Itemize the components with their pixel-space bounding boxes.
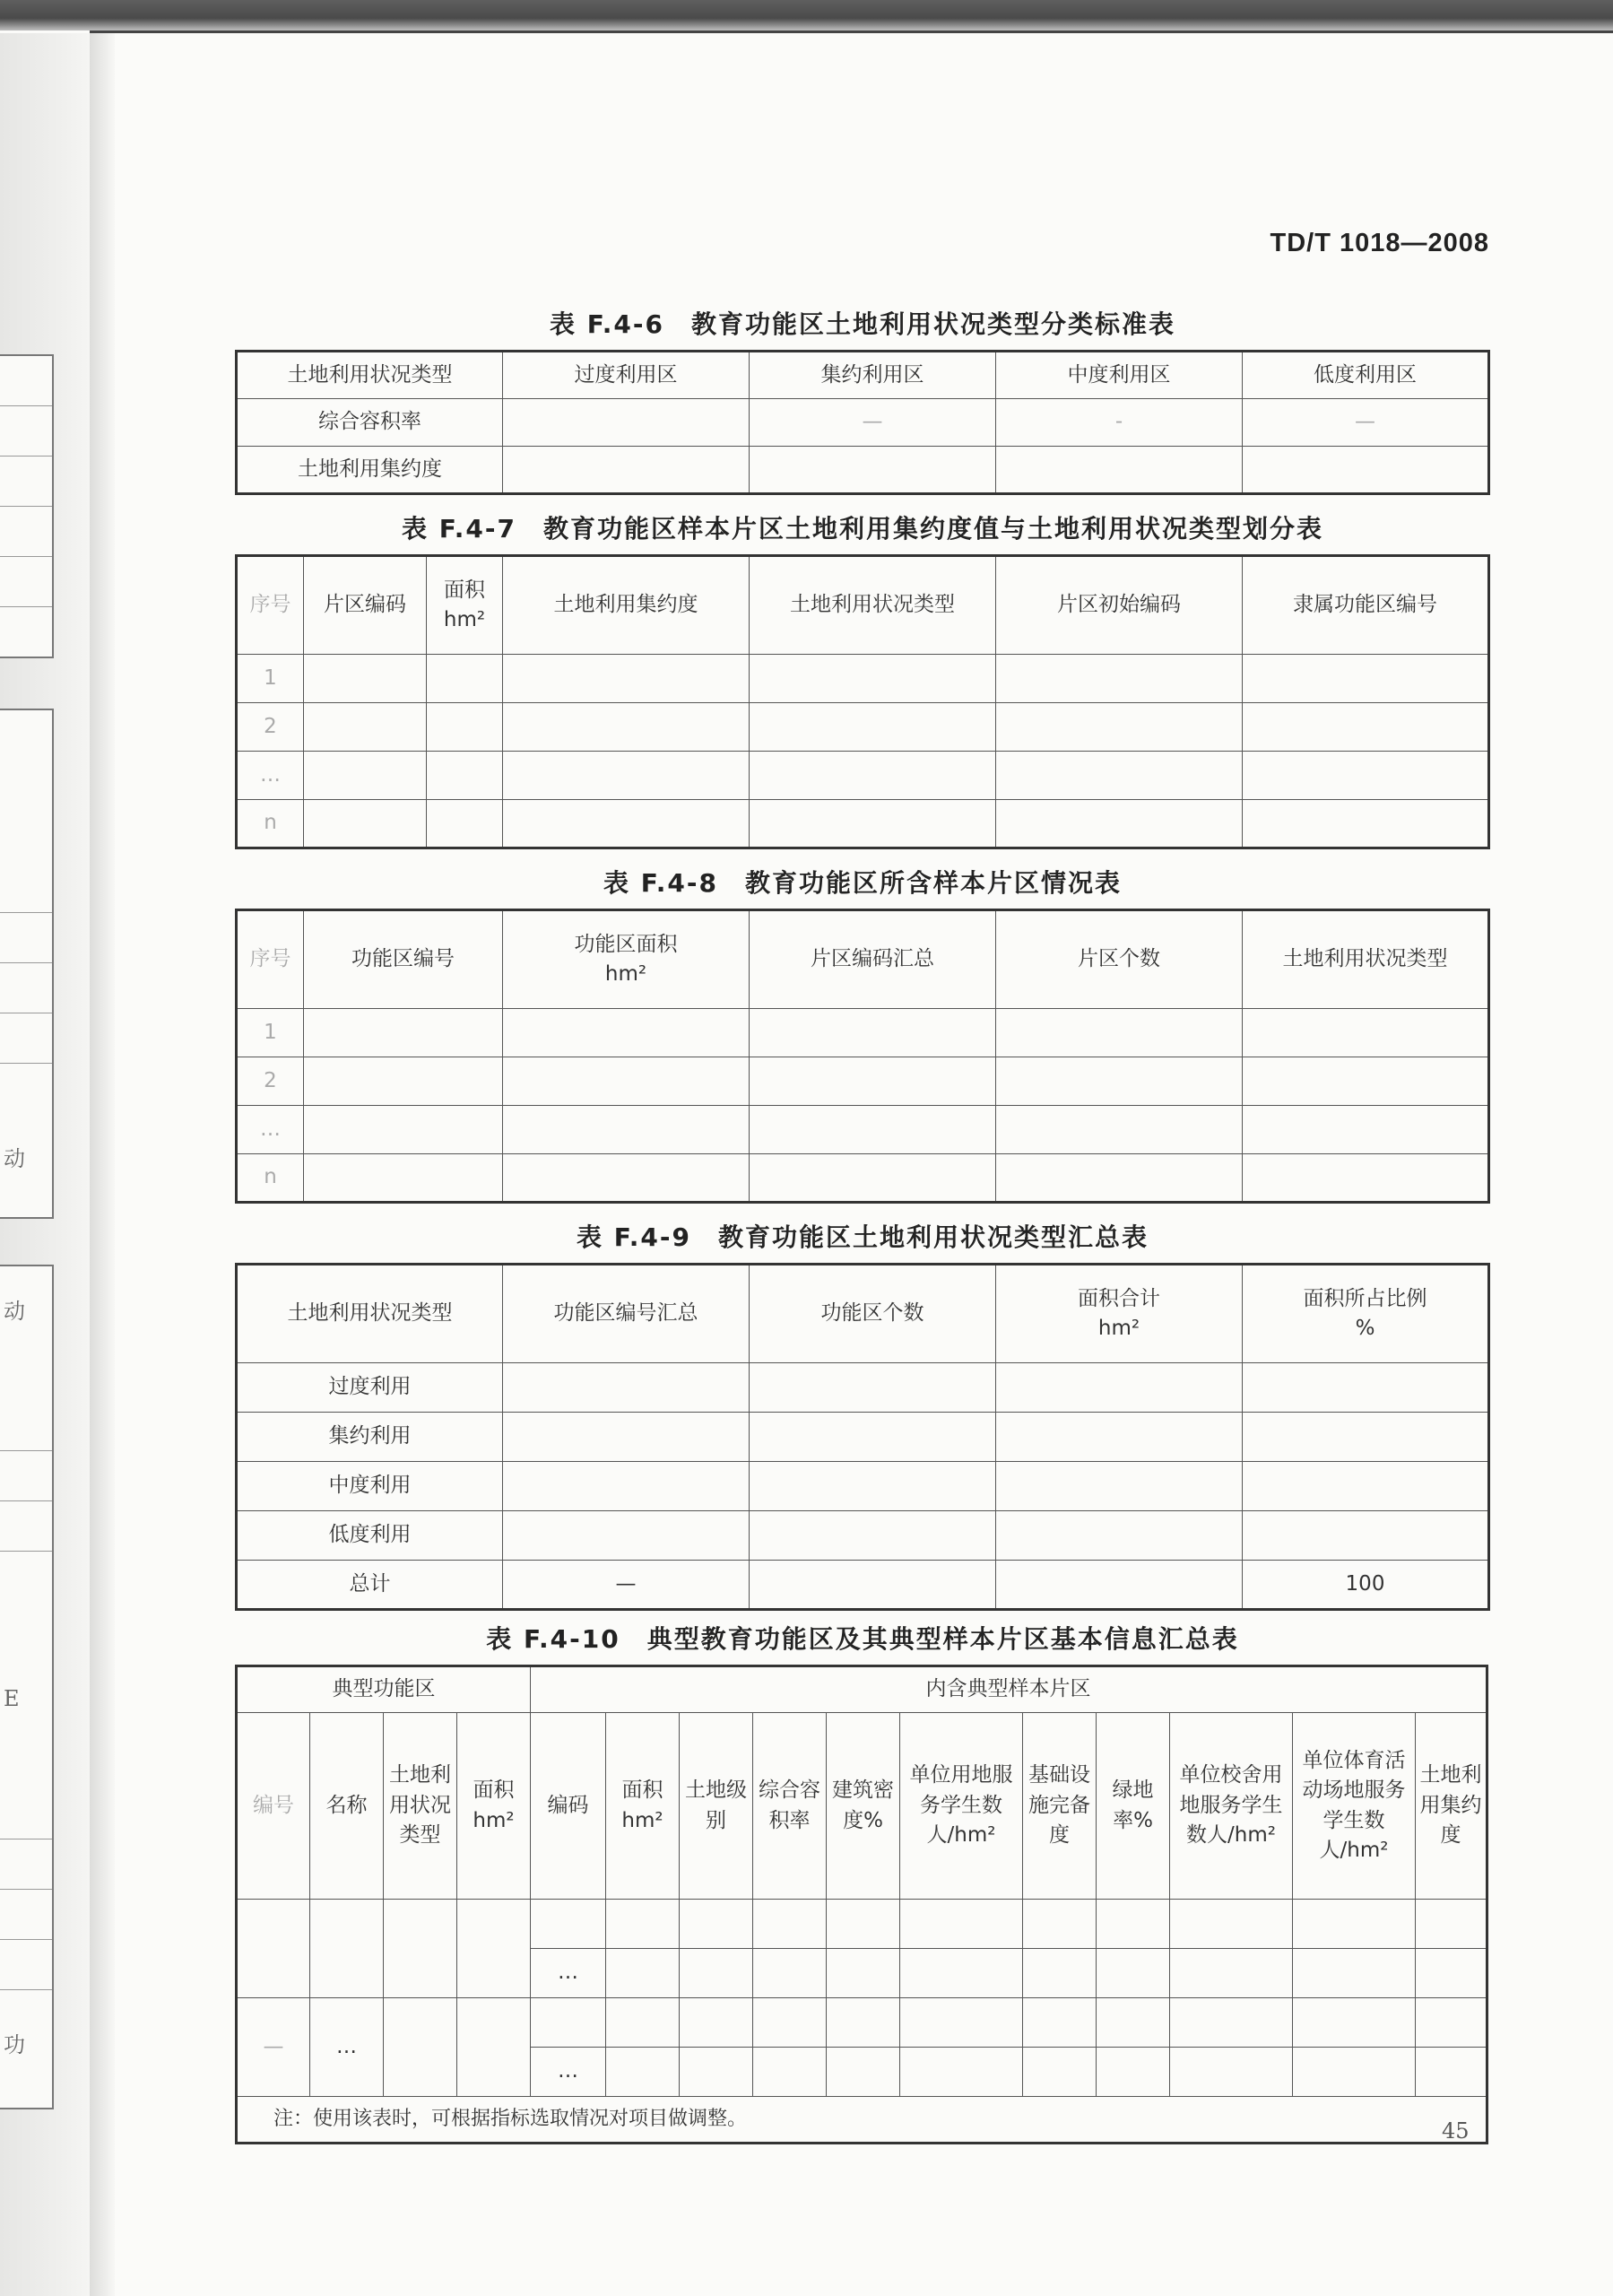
table-header-row [237,352,1489,399]
table-row [237,800,1489,848]
table-group-header-row [237,1666,1487,1713]
table-cell: — [1243,399,1489,447]
column-header: 绿地率% [1097,1713,1170,1900]
table-caption: 表 F.4-6 教育功能区土地利用状况类型分类标准表 [550,309,1175,339]
column-header: 建筑密度% [827,1713,900,1900]
margin-char: E [4,1686,20,1711]
group-header: 典型功能区 [237,1666,531,1713]
column-header: 功能区个数 [750,1265,996,1363]
table-row [237,1363,1489,1413]
row-index: … [237,1106,304,1154]
column-header: 土地级别 [680,1713,753,1900]
column-header: 土地利用状况类型 [750,556,996,655]
group-header: 内含典型样本片区 [531,1666,1487,1713]
row-label: 过度利用 [237,1363,503,1413]
row-label: 土地利用集约度 [237,447,503,494]
total-percent: 100 [1243,1561,1489,1610]
row-index: — [237,1998,310,2097]
table-caption: 表 F.4-9 教育功能区土地利用状况类型汇总表 [577,1222,1149,1252]
table-row [237,1462,1489,1511]
header-text: 面积合计 [1078,1286,1160,1310]
table-header-row [237,556,1489,655]
scan-top-rule [90,30,1613,33]
table-cell [503,399,750,447]
facing-page-fragment [0,1596,54,2109]
table-row [237,752,1489,800]
column-header [427,556,503,655]
facing-page-fragment [0,709,54,1219]
column-header: 隶属功能区编号 [1243,556,1489,655]
table-f4-6 [235,350,1490,495]
table-row [237,655,1489,703]
table-row [237,1511,1489,1561]
column-header: 面积hm² [457,1713,531,1900]
unit-text: hm² [604,962,647,986]
column-header: 片区编码汇总 [750,910,996,1009]
column-header [996,1265,1243,1363]
table-header-row [237,1265,1489,1363]
facing-page-fragment [0,354,54,658]
column-header [1243,1265,1489,1363]
row-label: 中度利用 [237,1462,503,1511]
column-header: 功能区编号汇总 [503,1265,750,1363]
row-label: 总计 [237,1561,503,1610]
table-row [237,399,1489,447]
header-text: 面积 [444,578,485,602]
column-header: 片区个数 [996,910,1243,1009]
column-header: 序号 [237,910,304,1009]
table-cell [1243,447,1489,494]
table-cell [750,447,996,494]
unit-text: hm² [443,608,486,631]
column-header: 单位用地服务学生数人/hm² [900,1713,1023,1900]
row-index: … [237,752,304,800]
row-index: 1 [237,1009,304,1057]
column-header: 单位体育活动场地服务学生数人/hm² [1293,1713,1416,1900]
column-header: 过度利用区 [503,352,750,399]
column-header: 编号 [237,1713,310,1900]
table-row [237,1900,1487,1949]
table-caption: 表 F.4-7 教育功能区样本片区土地利用集约度值与土地利用状况类型划分表 [402,514,1323,544]
column-header: 基础设施完备度 [1023,1713,1097,1900]
margin-char: 功 [4,2032,25,2057]
table-note: 注：使用该表时，可根据指标选取情况对项目做调整。 [237,2097,1487,2144]
column-header: 土地利用状况类型 [384,1713,457,1900]
table-row [237,1413,1489,1462]
table-caption: 表 F.4-8 教育功能区所含样本片区情况表 [603,868,1122,898]
column-header: 土地利用集约度 [1416,1713,1487,1900]
table-header-row [237,1713,1487,1900]
table-row [237,1154,1489,1203]
column-header: 片区编码 [304,556,427,655]
column-header [503,910,750,1009]
column-header: 土地利用状况类型 [1243,910,1489,1009]
column-header: 编码 [531,1713,606,1900]
column-header: 综合容积率 [753,1713,827,1900]
row-index: n [237,800,304,848]
table-row [237,1057,1489,1106]
table-header-row [237,910,1489,1009]
unit-text: % [1355,1317,1375,1340]
ellipsis-cell: … [531,2048,606,2097]
row-index: n [237,1154,304,1203]
margin-char: 动 [4,1146,25,1171]
table-f4-8 [235,909,1490,1204]
table-f4-9 [235,1263,1490,1611]
ellipsis-cell: … [531,1949,606,1998]
table-note-row [237,2097,1487,2144]
facing-page-fragment [0,1265,54,1631]
total-dash: — [503,1561,750,1610]
row-label: 低度利用 [237,1511,503,1561]
unit-text: hm² [1097,1317,1140,1340]
table-caption: 表 F.4-10 典型教育功能区及其典型样本片区基本信息汇总表 [486,1624,1239,1654]
table-cell [503,447,750,494]
column-header: 中度利用区 [996,352,1243,399]
table-row [237,447,1489,494]
column-header: 面积hm² [606,1713,680,1900]
row-index: 2 [237,703,304,752]
header-text: 面积所占比例 [1303,1286,1427,1310]
table-f4-7 [235,554,1490,849]
row-label: 集约利用 [237,1413,503,1462]
column-header: 低度利用区 [1243,352,1489,399]
table-row [237,703,1489,752]
column-header: 功能区编号 [304,910,503,1009]
column-header: 土地利用状况类型 [237,1265,503,1363]
column-header: 土地利用集约度 [503,556,750,655]
document-number: TD/T 1018—2008 [1270,229,1489,257]
book-gutter [90,33,115,2296]
column-header: 名称 [310,1713,384,1900]
table-cell: — [750,399,996,447]
column-header: 集约利用区 [750,352,996,399]
page-number: 45 [1442,2118,1470,2144]
margin-char: 动 [4,1299,25,1324]
table-cell: - [996,399,1243,447]
table-row [237,1106,1489,1154]
table-cell [996,447,1243,494]
column-header: 片区初始编码 [996,556,1243,655]
table-row-total [237,1561,1489,1610]
row-label: 综合容积率 [237,399,503,447]
scan-top-edge [0,0,1613,30]
ellipsis-cell: … [310,1998,384,2097]
table-f4-10 [235,1665,1488,2144]
table-row [237,1009,1489,1057]
table-row [237,1998,1487,2048]
column-header: 序号 [237,556,304,655]
column-header: 土地利用状况类型 [237,352,503,399]
header-text: 功能区面积 [574,932,678,956]
row-index: 1 [237,655,304,703]
row-index: 2 [237,1057,304,1106]
column-header: 单位校舍用地服务学生数人/hm² [1170,1713,1293,1900]
